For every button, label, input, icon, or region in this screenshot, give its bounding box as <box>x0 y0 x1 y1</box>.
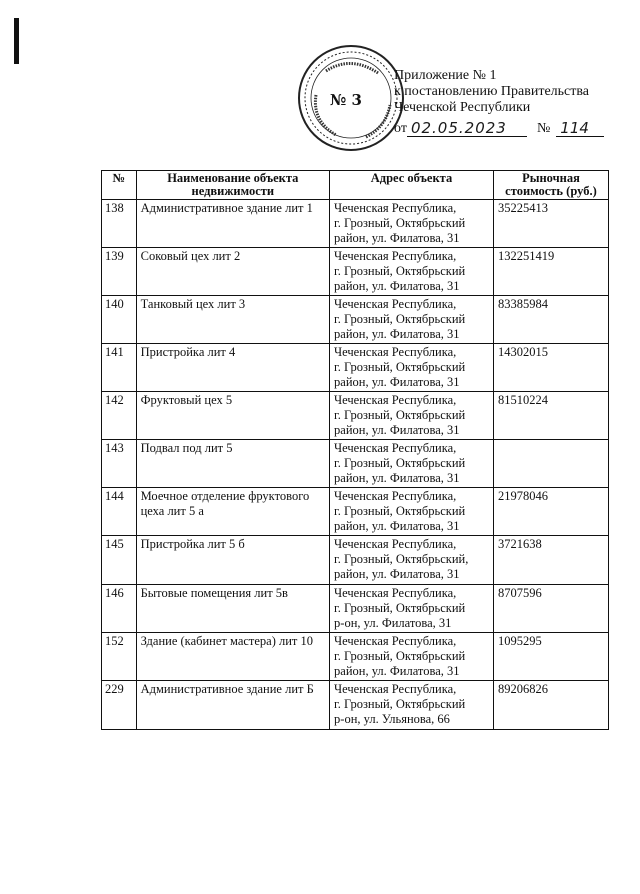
market-value: 83385984 <box>493 296 608 344</box>
market-value: 81510224 <box>493 392 608 440</box>
object-name: Подвал под лит 5 <box>136 440 329 488</box>
seal-number: № 3 <box>330 91 362 109</box>
market-value: 21978046 <box>493 488 608 536</box>
object-name: Бытовые помещения лит 5в <box>136 585 329 633</box>
address-line: г. Грозный, Октябрьский <box>334 649 466 663</box>
table-row <box>102 296 609 344</box>
row-number: 142 <box>102 392 137 440</box>
appendix-line-2: к постановлению Правительства <box>394 84 590 99</box>
col-name: Наименование объекта недвижимости <box>136 171 329 200</box>
address-line: г. Грозный, Октябрьский <box>334 312 466 326</box>
address-line: район, ул. Филатова, 31 <box>334 567 460 581</box>
object-address <box>330 536 494 585</box>
address-line: р-он, ул. Филатова, 31 <box>334 616 452 630</box>
appendix-line-3: Чеченской Республики <box>394 100 531 115</box>
market-value: 89206826 <box>493 681 608 730</box>
row-number: 141 <box>102 344 137 392</box>
address-line: район, ул. Филатова, 31 <box>334 423 460 437</box>
object-address <box>330 248 494 296</box>
row-number: 139 <box>102 248 137 296</box>
market-value: 3721638 <box>493 536 608 585</box>
scan-edge-mark <box>14 18 19 64</box>
address-line: г. Грозный, Октябрьский <box>334 601 466 615</box>
address-line: г. Грозный, Октябрьский <box>334 697 466 711</box>
address-line: район, ул. Филатова, 31 <box>334 519 460 533</box>
address-line: район, ул. Филатова, 31 <box>334 471 460 485</box>
col-value: Рыночная стоимость (руб.) <box>493 171 608 200</box>
handwritten-date: 02.05.2023 <box>407 120 527 137</box>
object-address <box>330 440 494 488</box>
row-number: 143 <box>102 440 137 488</box>
table-row <box>102 585 609 633</box>
address-line: г. Грозный, Октябрьский <box>334 504 466 518</box>
address-line: район, ул. Филатова, 31 <box>334 375 460 389</box>
row-number: 152 <box>102 633 137 681</box>
object-name: Моечное отделение фруктового цеха лит 5 а <box>136 488 329 536</box>
table-row <box>102 488 609 536</box>
address-line: Чеченская Республика, <box>334 345 457 359</box>
object-address <box>330 296 494 344</box>
object-name: Соковый цех лит 2 <box>136 248 329 296</box>
table-row <box>102 681 609 730</box>
address-line: Чеченская Республика, <box>334 634 457 648</box>
address-line: район, ул. Филатова, 31 <box>334 327 460 341</box>
address-line: Чеченская Республика, <box>334 586 457 600</box>
col-number: № <box>102 171 137 200</box>
address-line: Чеченская Республика, <box>334 537 457 551</box>
table-row <box>102 536 609 585</box>
object-address <box>330 681 494 730</box>
object-address <box>330 344 494 392</box>
address-line: Чеченская Республика, <box>334 489 457 503</box>
object-address <box>330 200 494 248</box>
row-number: 138 <box>102 200 137 248</box>
property-table <box>101 170 609 730</box>
row-number: 140 <box>102 296 137 344</box>
address-line: г. Грозный, Октябрьский, <box>334 552 469 566</box>
date-number-row <box>394 120 604 137</box>
row-number: 146 <box>102 585 137 633</box>
object-address <box>330 488 494 536</box>
row-number: 229 <box>102 681 137 730</box>
address-line: Чеченская Республика, <box>334 393 457 407</box>
market-value: 132251419 <box>493 248 608 296</box>
address-line: район, ул. Филатова, 31 <box>334 664 460 678</box>
official-seal <box>296 43 406 153</box>
address-line: район, ул. Филатова, 31 <box>334 231 460 245</box>
col-address: Адрес объекта <box>330 171 494 200</box>
address-line: Чеченская Республика, <box>334 249 457 263</box>
market-value: 8707596 <box>493 585 608 633</box>
market-value: 35225413 <box>493 200 608 248</box>
table-row <box>102 440 609 488</box>
table-row <box>102 200 609 248</box>
object-address <box>330 392 494 440</box>
table-row <box>102 392 609 440</box>
row-number: 144 <box>102 488 137 536</box>
table-row <box>102 633 609 681</box>
object-name: Административное здание лит Б <box>136 681 329 730</box>
market-value: 14302015 <box>493 344 608 392</box>
object-name: Фруктовый цех 5 <box>136 392 329 440</box>
date-prefix: от <box>394 121 407 136</box>
address-line: Чеченская Республика, <box>334 441 457 455</box>
object-name: Здание (кабинет мастера) лит 10 <box>136 633 329 681</box>
market-value <box>493 440 608 488</box>
address-line: Чеченская Республика, <box>334 201 457 215</box>
table-row <box>102 344 609 392</box>
object-name: Пристройка лит 5 б <box>136 536 329 585</box>
address-line: г. Грозный, Октябрьский <box>334 264 466 278</box>
object-name: Танковый цех лит 3 <box>136 296 329 344</box>
address-line: Чеченская Республика, <box>334 297 457 311</box>
object-name: Административное здание лит 1 <box>136 200 329 248</box>
address-line: р-он, ул. Ульянова, 66 <box>334 712 450 726</box>
object-address <box>330 585 494 633</box>
market-value: 1095295 <box>493 633 608 681</box>
appendix-header <box>394 68 604 137</box>
appendix-title: Приложение № 1 <box>394 68 497 83</box>
table-header-row <box>102 171 609 200</box>
address-line: район, ул. Филатова, 31 <box>334 279 460 293</box>
row-number: 145 <box>102 536 137 585</box>
number-sign: № <box>536 121 551 136</box>
address-line: г. Грозный, Октябрьский <box>334 456 466 470</box>
object-address <box>330 633 494 681</box>
table-row <box>102 248 609 296</box>
handwritten-number: 114 <box>556 120 604 137</box>
address-line: г. Грозный, Октябрьский <box>334 360 466 374</box>
address-line: г. Грозный, Октябрьский <box>334 408 466 422</box>
address-line: Чеченская Республика, <box>334 682 457 696</box>
object-name: Пристройка лит 4 <box>136 344 329 392</box>
address-line: г. Грозный, Октябрьский <box>334 216 466 230</box>
